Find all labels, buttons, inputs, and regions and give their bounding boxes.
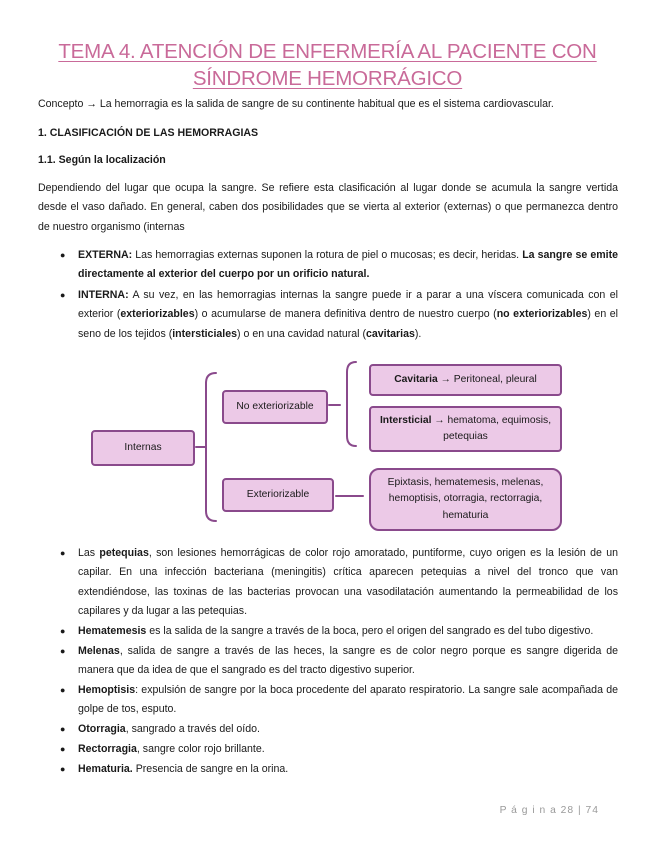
diagram-node-intersticial <box>369 406 562 452</box>
section-heading-1: 1. CLASIFICACIÓN DE LAS HEMORRAGIAS <box>38 127 259 139</box>
interna-bold-2: no exteriorizables <box>496 308 588 321</box>
melenas-bold: Melenas <box>78 645 120 657</box>
otorragia-bold: Otorragia <box>78 723 126 735</box>
interna-text-3: ) en el seno de los tejidos ( <box>78 308 618 340</box>
cavitaria-label: Cavitaria <box>394 373 438 385</box>
concept-paragraph: Concepto → La hemorragia es la salida de sangre de su continente habitual que es el sistema cardiovascular. <box>38 98 554 110</box>
list-item-melenas <box>60 642 618 681</box>
diagram-node-cavitaria <box>369 364 562 396</box>
externa-text: Las hemorragias externas suponen la rotura de piel o mucosas; es decir, heridas. <box>132 249 523 261</box>
intersticial-text: → hematoma, equimosis, petequias <box>431 414 552 442</box>
cavitaria-text: → Peritoneal, pleural <box>437 373 537 385</box>
list-item-petequias <box>60 544 618 621</box>
diagram-node-internas: Internas <box>91 430 195 466</box>
interna-text-1: A su vez, en las hemorragias internas la sangre puede ir a parar a una víscera comunicada con el exterior ( <box>78 289 618 321</box>
bullet-icon: ● <box>60 724 66 734</box>
petequias-pre: Las <box>78 547 100 559</box>
list-item-hematuria <box>60 760 618 779</box>
bullet-icon: ● <box>60 744 66 754</box>
hematemesis-bold: Hematemesis <box>78 625 147 637</box>
interna-bold-1: exteriorizables <box>120 308 195 321</box>
interna-text-4: ) o en una cavidad natural ( <box>237 327 366 340</box>
interna-text-5: ). <box>414 327 422 340</box>
diagram-node-exteriorizable: Exteriorizable <box>222 478 334 512</box>
list-item-rectorragia <box>60 740 618 759</box>
hemoptisis-bold: Hemoptisis <box>78 684 136 696</box>
melenas-text: , salida de sangre a través de las heces, la sangre es de color negro porque es sangre digerida de manera que da idea de que el sangrado es del tracto digestivo superior. <box>78 645 618 677</box>
intro-paragraph: Dependiendo del lugar que ocupa la sangre. Se refiere esta clasificación al lugar donde se acumula la sangre vertida desde el vaso dañado. En general, caben dos posibilidades que se vierta al exterior (externas) o que permanezca dentro de nuestro organismo (internas <box>38 182 618 233</box>
list-item-hematemesis <box>60 622 618 641</box>
petequias-bold: petequias <box>99 547 149 559</box>
diagram-node-ext-detail: Epixtasis, hematemesis, melenas, hemoptisis, otorragia, rectorragia, hematuria <box>369 468 562 531</box>
interna-text-2: ) o acumularse de manera definitiva dentro de nuestro cuerpo ( <box>194 308 497 321</box>
intersticial-label: Intersticial <box>379 414 432 426</box>
bullet-icon: ● <box>60 250 66 260</box>
otorragia-text: , sangrado a través del oído. <box>125 723 260 735</box>
interna-bold-3: intersticiales <box>172 327 238 340</box>
bullet-icon: ● <box>60 646 66 656</box>
page-number: P á g i n a 28 | 74 <box>499 805 599 816</box>
hematemesis-text: es la salida de la sangre a través de la boca, pero el origen del sangrado es del tubo digestivo. <box>146 625 594 637</box>
hemoptisis-text: : expulsión de sangre por la boca procedente del aparato respiratorio. La sangre sale acompañada de golpe de tos, esputo. <box>78 684 618 716</box>
list-item-otorragia <box>60 720 618 739</box>
bullet-icon: ● <box>60 764 66 774</box>
petequias-text: , son lesiones hemorrágicas de color rojo amoratado, puntiforme, cuyo origen es la lesión de un capilar. En una infección bacteriana (meningitis) crítica aparecen petequias a nivel del tronco que van extendiéndose, las toxinas de las bacterias provocan una vasodilatación aumentando la permeabilidad de los capilares y da lugar a las petequias. <box>78 547 618 617</box>
bullet-icon: ● <box>60 548 66 558</box>
rectorragia-text: , sangre color rojo brillante. <box>136 743 265 755</box>
list-item-hemoptisis <box>60 681 618 720</box>
hematuria-bold: Hematuria. <box>78 763 133 775</box>
rectorragia-bold: Rectorragia <box>78 743 137 755</box>
hematuria-text: Presencia de sangre en la orina. <box>132 763 289 775</box>
externa-label: EXTERNA: <box>78 249 133 261</box>
section-heading-1-1: 1.1. Según la localización <box>38 154 166 166</box>
interna-label: INTERNA: <box>78 289 129 301</box>
bullet-icon: ● <box>60 290 66 300</box>
bullet-icon: ● <box>60 626 66 636</box>
diagram-node-no-exteriorizable: No exteriorizable <box>222 390 328 424</box>
externa-bold: La sangre se emite directamente al exterior del cuerpo por un orificio natural. <box>78 249 618 281</box>
page-title: TEMA 4. ATENCIÓN DE ENFERMERÍA AL PACIENTE CON SÍNDROME HEMORRÁGICO <box>58 40 597 90</box>
interna-bold-4: cavitarias <box>366 327 415 340</box>
bullet-icon: ● <box>60 685 66 695</box>
